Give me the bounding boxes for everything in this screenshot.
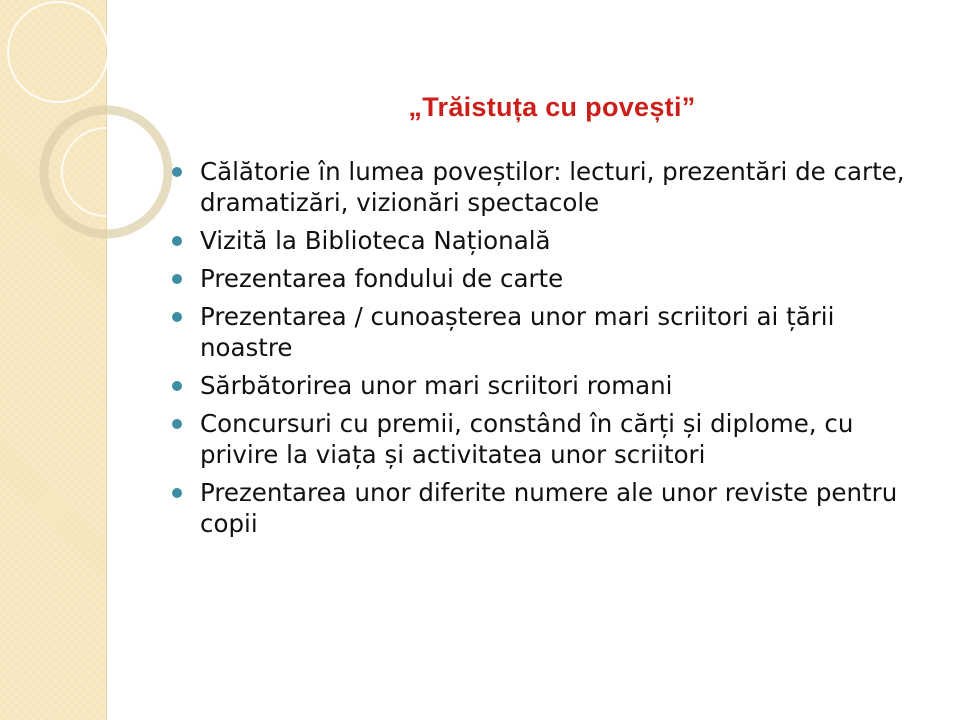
list-item — [170, 263, 930, 294]
decorative-circles — [0, 0, 180, 260]
bullet-dot-icon — [172, 236, 182, 246]
bullet-dot-icon — [172, 419, 182, 429]
list-item-text: Prezentarea fondului de carte — [200, 264, 564, 293]
list-item-text: Sărbătorirea unor mari scriitori romani — [200, 371, 673, 400]
bullet-dot-icon — [172, 381, 182, 391]
list-item-text: Vizită la Biblioteca Națională — [200, 226, 551, 255]
list-item — [170, 156, 930, 218]
list-item-text: Prezentarea unor diferite numere ale unor reviste pentru copii — [200, 478, 898, 538]
slide-title: „Trăistuța cu povești” — [408, 92, 696, 122]
bullet-dot-icon — [172, 312, 182, 322]
bullet-dot-icon — [172, 488, 182, 498]
list-item-text: Concursuri cu premii, constând în cărți și diplome, cu privire la viața și activitatea unor scriitori — [200, 409, 854, 469]
list-item — [170, 408, 930, 470]
bullet-list — [170, 156, 930, 546]
list-item — [170, 370, 930, 401]
bullet-dot-icon — [172, 274, 182, 284]
bullet-dot-icon — [172, 167, 182, 177]
list-item — [170, 225, 930, 256]
list-item-text: Călătorie în lumea poveștilor: lecturi, prezentări de carte, dramatizări, vizionări spectacole — [200, 157, 905, 217]
list-item — [170, 301, 930, 363]
list-item — [170, 477, 930, 539]
list-item-text: Prezentarea / cunoașterea unor mari scriitori ai țării noastre — [200, 302, 835, 362]
